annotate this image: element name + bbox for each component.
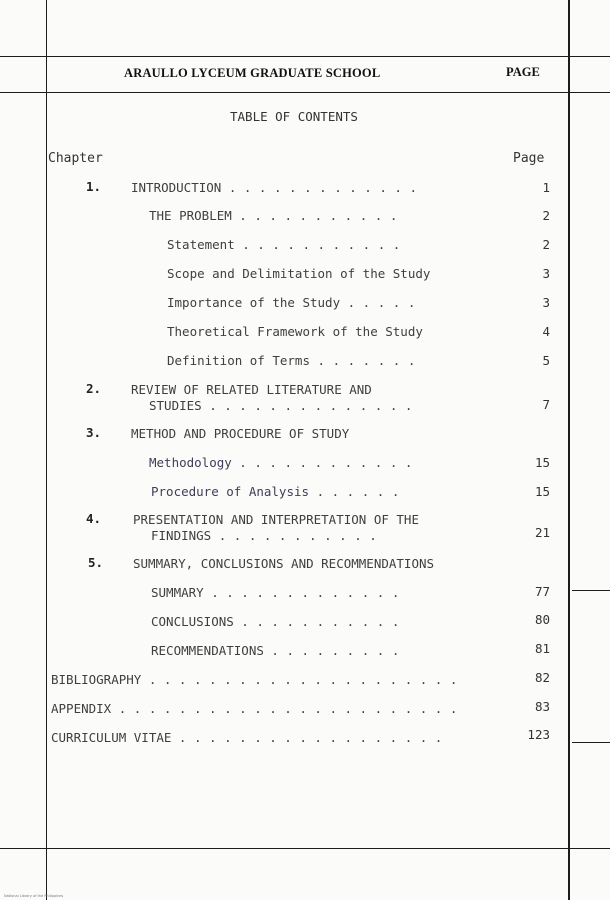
toc-entry-text: CONCLUSIONS . . . . . . . . . . .: [151, 614, 400, 629]
toc-entry-page: 7: [542, 397, 550, 412]
toc-title: TABLE OF CONTENTS: [230, 109, 358, 124]
toc-entry-page: 15: [534, 455, 550, 470]
toc-entry-page: 4: [542, 324, 550, 339]
school-name: ARAULLO LYCEUM GRADUATE SCHOOL: [124, 66, 381, 80]
right-margin-line: [568, 0, 570, 900]
toc-entry-page: 2: [542, 237, 550, 252]
toc-entry-text: Importance of the Study . . . . .: [167, 295, 416, 310]
toc-entry-page: 77: [534, 584, 550, 599]
toc-entry-page: 1: [542, 180, 550, 195]
toc-entry-text: INTRODUCTION . . . . . . . . . . . . .: [131, 180, 417, 195]
left-margin-line: [46, 0, 47, 900]
toc-entry-page: 21: [534, 525, 550, 540]
toc-entry-text: SUMMARY . . . . . . . . . . . . .: [151, 585, 400, 600]
toc-entry-page: 123: [527, 727, 550, 742]
toc-entry-page: 3: [542, 295, 550, 310]
toc-entry-text-continued: STUDIES . . . . . . . . . . . . . .: [149, 398, 413, 413]
toc-entry-text-continued: FINDINGS . . . . . . . . . . .: [151, 528, 377, 543]
scan-watermark: National Library of the Philippines: [4, 894, 64, 898]
header-bottom-line: [0, 92, 610, 93]
toc-entry-text: CURRICULUM VITAE . . . . . . . . . . . . . . . . . .: [51, 730, 443, 745]
toc-entry-text: Scope and Delimitation of the Study: [167, 266, 431, 281]
toc-entry-text: APPENDIX . . . . . . . . . . . . . . . . . . . . . . .: [51, 701, 458, 716]
toc-entry-page: 3: [542, 266, 550, 281]
toc-entry-text: Methodology . . . . . . . . . . . .: [149, 455, 413, 470]
toc-entry-text: Definition of Terms . . . . . . .: [167, 353, 416, 368]
toc-entry-text: RECOMMENDATIONS . . . . . . . . .: [151, 643, 400, 658]
toc-entry-text: BIBLIOGRAPHY . . . . . . . . . . . . . . . . . . . . .: [51, 672, 458, 687]
chapter-number: 2.: [86, 381, 102, 396]
page-column-label: Page: [513, 151, 545, 166]
toc-entry-text: THE PROBLEM . . . . . . . . . . .: [149, 208, 398, 223]
toc-entry-page: 2: [542, 208, 550, 223]
toc-entry-page: 83: [534, 699, 550, 714]
toc-entry-page: 80: [534, 612, 550, 627]
chapter-number: 5.: [88, 555, 104, 570]
toc-entry-text: SUMMARY, CONCLUSIONS AND RECOMMENDATIONS: [133, 556, 435, 571]
toc-entry-text: METHOD AND PROCEDURE OF STUDY: [131, 426, 350, 441]
side-tick-line: [572, 590, 610, 591]
header-top-line: [0, 56, 610, 57]
chapter-number: 3.: [86, 425, 102, 440]
side-tick-line: [572, 742, 610, 743]
toc-entry-page: 81: [534, 641, 550, 656]
toc-entry-page: 15: [534, 484, 550, 499]
chapter-number: 4.: [86, 511, 102, 526]
toc-entry-text: REVIEW OF RELATED LITERATURE AND: [131, 382, 372, 397]
header-page-label: PAGE: [506, 65, 540, 79]
toc-entry-text: Statement . . . . . . . . . . .: [167, 237, 401, 252]
footer-line: [0, 848, 610, 849]
toc-entry-page: 5: [542, 353, 550, 368]
toc-entry-text: Procedure of Analysis . . . . . .: [151, 484, 400, 499]
toc-entry-page: 82: [534, 670, 550, 685]
chapter-number: 1.: [86, 179, 102, 194]
chapter-column-label: Chapter: [48, 151, 103, 166]
toc-entry-text: Theoretical Framework of the Study: [167, 324, 423, 339]
toc-entry-text: PRESENTATION AND INTERPRETATION OF THE: [133, 512, 419, 527]
